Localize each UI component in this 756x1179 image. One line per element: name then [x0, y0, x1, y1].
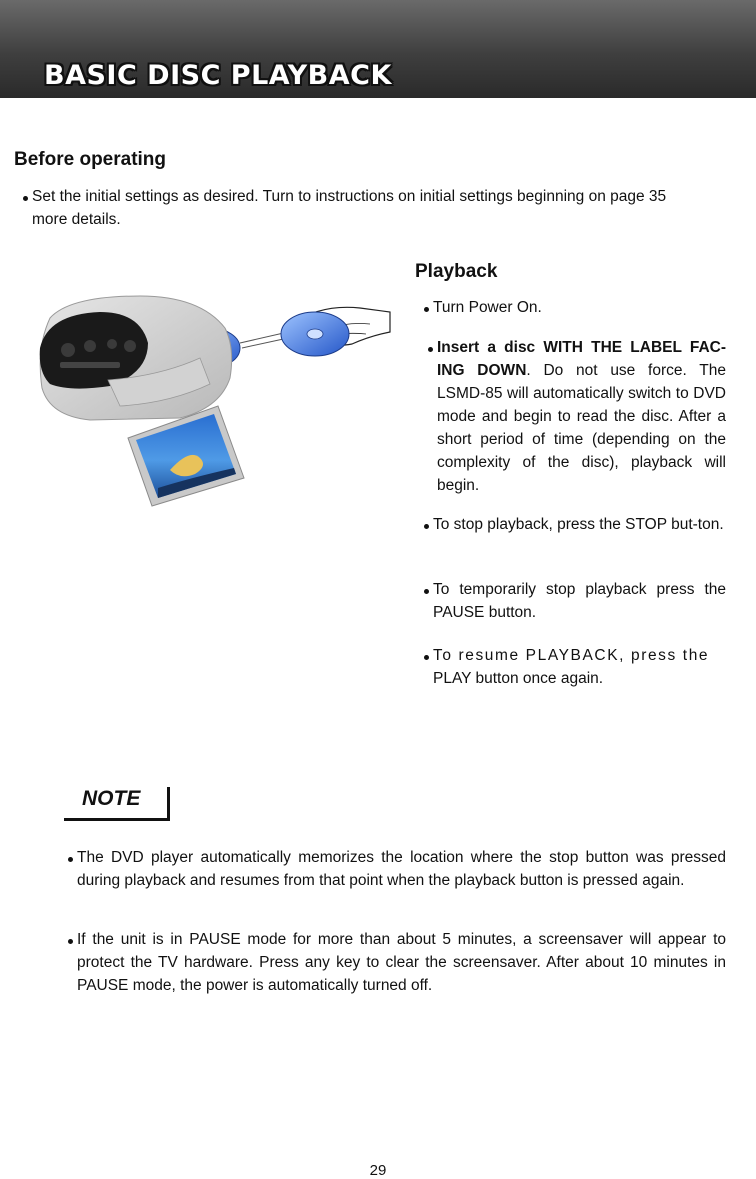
bullet-icon: [424, 307, 429, 312]
bullet-icon: [428, 347, 433, 352]
bullet-icon: [68, 939, 73, 944]
note-underline: [64, 818, 170, 821]
playback-bullet-pause: [433, 578, 726, 624]
playback-bullet-turn-on: [433, 296, 726, 319]
resume-text-line2: PLAY button once again.: [433, 670, 604, 687]
note-item-2: [77, 928, 726, 997]
insert-rest-text: . Do not use force. The LSMD-85 will automatically switch to DVD mode and begin to read the disc. After a short period of time (depending on the complexity of the disc), playback will begin.: [437, 362, 727, 494]
note-item-1-text: The DVD player automatically memorizes the location where the stop button was pressed during playback and resumes from that point when the playback button is pressed again.: [77, 849, 726, 889]
screen: [128, 406, 244, 506]
insert-bold-text: Insert a disc WITH THE LABEL FAC-ING DOWN: [437, 339, 726, 379]
note-item-1: [77, 846, 726, 892]
note-rule: [167, 787, 170, 821]
overhead-dvd-player-illustration: [30, 288, 400, 520]
stop-text: To stop playback, press the STOP but-ton.: [433, 516, 724, 533]
pause-text: To temporarily stop playback press the PAUSE button.: [433, 581, 726, 621]
playback-bullet-stop: [433, 513, 726, 536]
turn-on-text: Turn Power On.: [433, 299, 542, 316]
before-operating-heading: Before operating: [14, 149, 167, 170]
page-title: BASIC DISC PLAYBACK: [44, 60, 392, 91]
page-number: 29: [369, 1162, 387, 1179]
bullet-icon: [68, 857, 73, 862]
disc-icon: [281, 312, 349, 356]
bullet-icon: [424, 655, 429, 660]
resume-text-line1: To resume PLAYBACK, press the: [433, 647, 710, 664]
before-operating-text-line2: more details.: [32, 211, 121, 228]
note-label: NOTE: [82, 787, 141, 810]
before-operating-text-line1: Set the initial settings as desired. Turn to instructions on initial settings beginning on page 35: [32, 188, 667, 205]
playback-heading: Playback: [415, 261, 498, 282]
playback-bullet-insert: [437, 336, 726, 497]
before-operating-bullet: [32, 185, 726, 231]
page-header: [0, 0, 756, 98]
bullet-icon: [424, 589, 429, 594]
bullet-icon: [23, 196, 28, 201]
note-item-2-text: If the unit is in PAUSE mode for more than about 5 minutes, a screensaver will appear to protect the TV hardware. Press any key to clear the screensaver. After about 10 minutes in PAUSE mode, the power is automatically turned off.: [77, 931, 726, 994]
playback-bullet-resume: [433, 644, 726, 690]
bullet-icon: [424, 524, 429, 529]
note-label-box: [64, 787, 170, 819]
